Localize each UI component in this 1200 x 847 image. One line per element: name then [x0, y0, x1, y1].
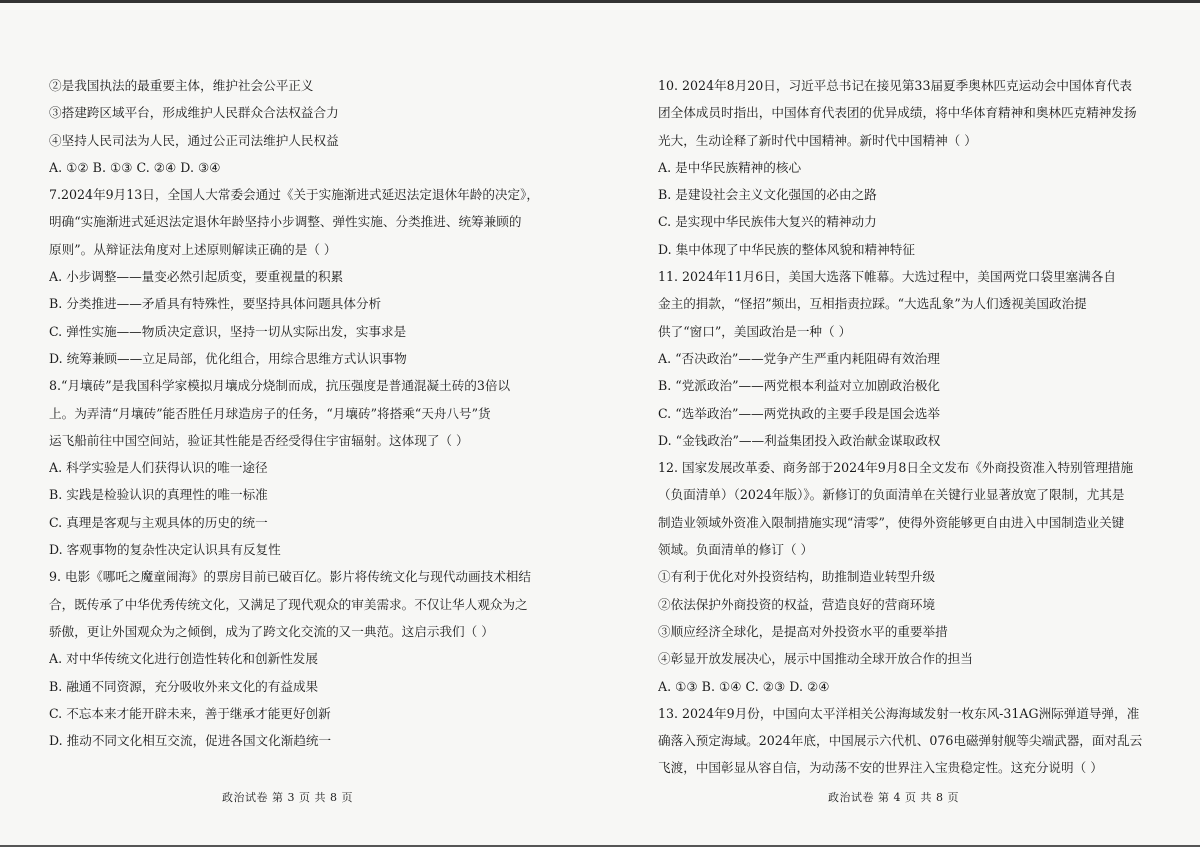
text-line: D. “金钱政治”——利益集团投入政治献金谋取政权	[658, 432, 941, 448]
text-line: D. 推动不同文化相互交流，促进各国文化渐趋统一	[49, 733, 332, 749]
text-line: B. 实践是检验认识的真理性的唯一标准	[49, 487, 268, 503]
text-line: D. 客观事物的复杂性决定认识具有反复性	[49, 542, 281, 558]
text-line: 明确“实施渐进式延迟法定退休年龄坚持小步调整、弹性实施、分类推进、统筹兼顾的	[49, 214, 522, 230]
text-line: A. 是中华民族精神的核心	[658, 159, 802, 175]
text-line: C. 是实现中华民族伟大复兴的精神动力	[658, 214, 877, 230]
text-line: D. 统筹兼顾——立足局部，优化组合，用综合思维方式认识事物	[49, 350, 407, 366]
text-line: ③搭建跨区域平台，形成维护人民群众合法权益合力	[49, 105, 339, 121]
text-line: B. 是建设社会主义文化强国的必由之路	[658, 187, 877, 203]
text-line: B. 融通不同资源，充分吸收外来文化的有益成果	[49, 678, 319, 694]
text-line: 供了“窗口”，美国政治是一种（ ）	[658, 323, 852, 339]
text-line: ②是我国执法的最重要主体，维护社会公平正义	[49, 78, 314, 93]
page-4	[600, 0, 1200, 847]
text-line: 13. 2024年9月份，中国向太平洋相关公海海域发射一枚东风-31AG洲际弹道导弹，准	[658, 705, 1140, 721]
text-line: ②依法保护外商投资的权益，营造良好的营商环境	[658, 596, 936, 612]
text-line: A. 对中华传统文化进行创造性转化和创新性发展	[49, 651, 318, 667]
text-line: 运飞船前往中国空间站，验证其性能是否经受得住宇宙辐射。这体现了（ ）	[49, 432, 469, 448]
text-line: 10. 2024年8月20日，习近平总书记在接见第33届夏季奥林匹克运动会中国体育代表	[658, 78, 1132, 93]
text-line: C. “选举政治”——两党执政的主要手段是国会选举	[658, 405, 940, 421]
text-line: 7.2024年9月13日，全国人大常委会通过《关于实施渐进式延迟法定退休年龄的决定》，	[49, 187, 539, 203]
text-line: 团全体成员时指出，中国体育代表团的优异成绩，将中华体育精神和奥林匹克精神发扬	[658, 105, 1137, 121]
text-line: C. 不忘本来才能开辟未来，善于继承才能更好创新	[49, 705, 331, 721]
text-line: 上。为弄清“月壤砖”能否胜任月球造房子的任务，“月壤砖”将搭乘“天舟八号”货	[49, 405, 491, 421]
text-line: 原则”。从辩证法角度对上述原则解读正确的是（ ）	[49, 241, 337, 257]
text-line: 12. 国家发展改革委、商务部于2024年9月8日全文发布《外商投资准入特别管理措施	[658, 460, 1134, 476]
text-line: C. 真理是客观与主观具体的历史的统一	[49, 514, 268, 530]
text-line: （负面清单）（2024年版）》。新修订的负面清单在关键行业显著放宽了限制，尤其是	[658, 487, 1125, 503]
text-line: 8.“月壤砖”是我国科学家模拟月壤成分烧制而成，抗压强度是普通混凝土砖的3倍以	[49, 378, 511, 394]
text-line: 合，既传承了中华优秀传统文化，又满足了现代观众的审美需求。不仅让华人观众为之	[49, 596, 528, 612]
text-line: ④彰显开放发展决心，展示中国推动全球开放合作的担当	[658, 651, 973, 667]
text-line: A. 科学实验是人们获得认识的唯一途径	[49, 460, 268, 476]
text-line: 金主的捐款，“怪招”频出，互相指责拉踩。“大选乱象”为人们透视美国政治提	[658, 296, 1087, 312]
text-line: 制造业领域外资准入限制措施实现“清零”，使得外资能够更自由进入中国制造业关键	[658, 514, 1125, 530]
text-line: 9. 电影《哪吒之魔童闹海》的票房目前已破百亿。影片将传统文化与现代动画技术相结	[49, 569, 531, 585]
page-3-footer: 政治试卷 第 3 页 共 8 页	[222, 791, 353, 804]
page-4-text	[658, 72, 1183, 782]
text-line: 光大，生动诠释了新时代中国精神。新时代中国精神（ ）	[658, 132, 977, 148]
text-line: 确落入预定海域。2024年底，中国展示六代机、076电磁弹射舰等尖端武器，面对乱云	[658, 733, 1143, 749]
text-line: A. “否决政治”——党争产生严重内耗阻碍有效治理	[658, 350, 940, 366]
text-line: 骄傲，更让外国观众为之倾倒，成为了跨文化交流的又一典范。这启示我们（ ）	[49, 623, 494, 639]
text-line: B. “党派政治”——两党根本利益对立加剧政治极化	[658, 378, 941, 394]
text-line: A. 小步调整——量变必然引起质变，要重视量的积累	[49, 269, 344, 285]
text-line: 11. 2024年11月6日，美国大选落下帷幕。大选过程中，美国两党口袋里塞满各自	[658, 269, 1116, 285]
text-line: A. ①③ B. ①④ C. ②③ D. ②④	[658, 678, 830, 694]
page-4-footer: 政治试卷 第 4 页 共 8 页	[828, 791, 959, 804]
text-line: 领域。负面清单的修订（ ）	[658, 542, 814, 558]
text-line: B. 分类推进——矛盾具有特殊性，要坚持具体问题具体分析	[49, 296, 382, 312]
text-line: ①有利于优化对外投资结构，助推制造业转型升级	[658, 569, 936, 585]
text-line: 飞渡，中国彰显从容自信，为动荡不安的世界注入宝贵稳定性。这充分说明（ ）	[658, 760, 1103, 776]
text-line: A. ①② B. ①③ C. ②④ D. ③④	[49, 159, 221, 175]
text-line: D. 集中体现了中华民族的整体风貌和精神特征	[658, 241, 915, 257]
text-line: ④坚持人民司法为人民，通过公正司法维护人民权益	[49, 132, 339, 148]
page-3-text	[49, 72, 569, 754]
text-line: C. 弹性实施——物质决定意识，坚持一切从实际出发，实事求是	[49, 323, 407, 339]
text-line: ③顺应经济全球化，是提高对外投资水平的重要举措	[658, 623, 948, 639]
